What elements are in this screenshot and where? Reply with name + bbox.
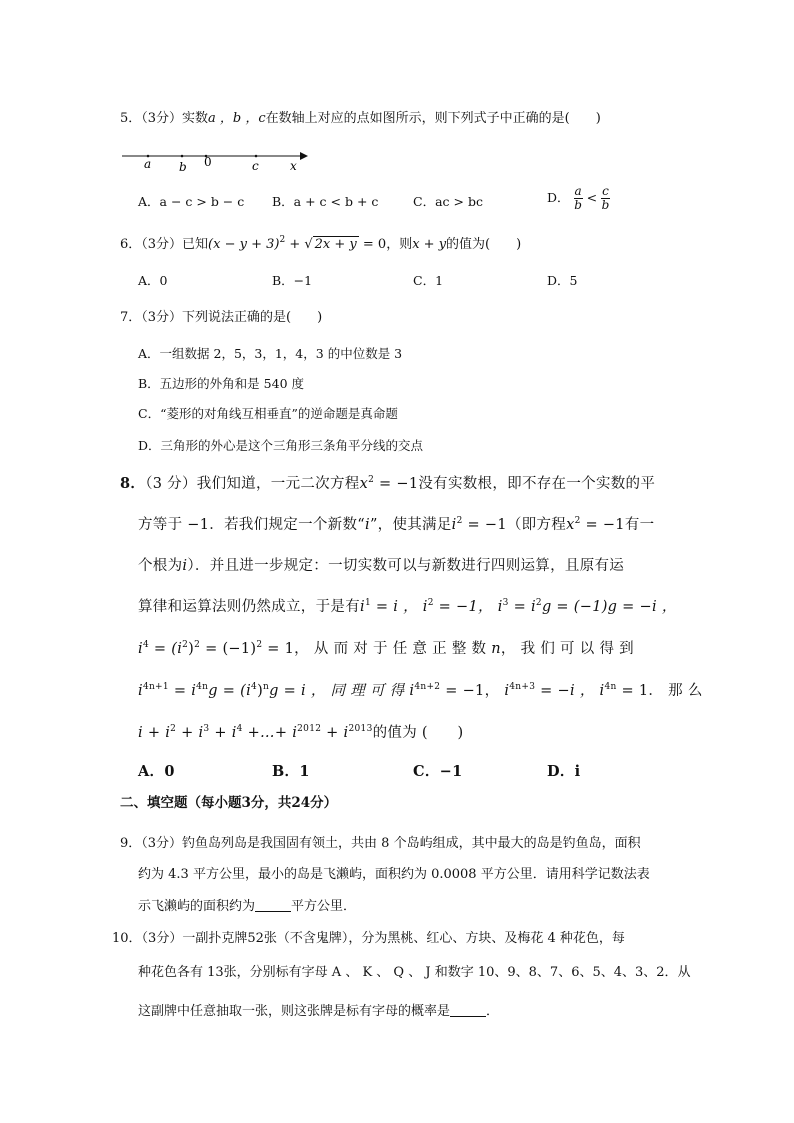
sup-2: 2 (194, 640, 201, 650)
q8-line-4 (138, 595, 677, 616)
q6-option-b: B．−1 (272, 273, 313, 288)
q10-l3b: ． (486, 1004, 500, 1019)
q5-option-d-rel: < (586, 190, 598, 205)
nl-label-x: x (290, 159, 297, 173)
q9-l3b: 平方公里． (291, 899, 357, 914)
nl-label-c: c (252, 159, 259, 173)
sup-4: 4 (236, 724, 243, 734)
q6-option-a: A．0 (138, 273, 168, 288)
q8-l4a: 算律和运算法则仍然成立，于是有 (138, 599, 360, 615)
q10-line-3 (138, 1000, 499, 1019)
q8-l4e: g = (−1)g = −i ， (541, 599, 677, 615)
sup-2: 2 (456, 516, 463, 526)
q9-line-2: 约为 4.3 平方公里，最小的岛是飞濑屿，面积约为 0.0008 平方公里．请用科学记数法表 (138, 867, 650, 882)
q5-option-a: A．a − c > b − c (138, 194, 245, 209)
q8-l6d: g = i ， 同 理 可 得 (269, 683, 405, 699)
sup-4n3: 4n+3 (509, 682, 536, 692)
q8-l1a: （3 分）我们知道，一元二次方程 (145, 476, 360, 492)
q5-frac-1 (574, 185, 583, 212)
q6-stem (120, 233, 521, 252)
sup-3: 3 (502, 598, 509, 608)
frac1-num: a (574, 184, 582, 198)
sup-4: 4 (142, 640, 149, 650)
q8-option-a: A．0 (138, 763, 175, 780)
nl-label-b: b (179, 160, 187, 174)
q5-frac-2 (601, 185, 610, 212)
q6-plus: + (285, 237, 305, 252)
q9-line-3 (138, 895, 356, 914)
q8-l7a: i + i (138, 725, 171, 741)
q6-xy: x + y (412, 237, 447, 252)
q8-x: x (566, 517, 575, 533)
sqrt-sign: √ (304, 237, 313, 252)
q10-line-2: 种花色各有 13张，分别标有字母 A 、 K 、 Q 、 J 和数字 10、9、8、7、6、5、4、3、2．从 (138, 965, 691, 980)
q8-line-3 (138, 554, 624, 575)
q8-l5d: = 1， 从 而 对 于 任 意 正 整 数 (262, 641, 487, 657)
q8-l4d: = i (508, 599, 536, 615)
q5-stem-post: 在数轴上对应的点如图所示，则下列式子中正确的是( ) (265, 111, 601, 126)
q5-stem (120, 107, 601, 126)
q8-i: i (409, 683, 415, 699)
q5-option-c: C．ac > bc (413, 194, 483, 209)
sup-2: 2 (256, 640, 263, 650)
q8-l3b: ）．并且进一步规定：一切实数可以与新数进行四则运算，且原有运 (187, 558, 625, 574)
q8-l1b: x (359, 476, 369, 492)
q8-l1c: = −1没有实数根，即不存在一个实数的平 (374, 476, 656, 492)
q6-stem-pre: 6．（3分）已知 (120, 237, 209, 252)
sup-4n: 4n (196, 682, 209, 692)
q8-l6e: = −1， (440, 683, 500, 699)
q8-l6c: ) (257, 683, 264, 699)
q8-line-6 (138, 679, 703, 700)
q8-l5a: = (i (148, 641, 183, 657)
q8-l7d: +…+ i (242, 725, 298, 741)
q8-l5b: ) (188, 641, 195, 657)
frac2-den: b (601, 198, 610, 212)
q5-option-b: B．a + c < b + c (272, 194, 379, 209)
q8-i: i (138, 683, 143, 699)
q10-line-1: 10．（3分）一副扑克牌52张（不含鬼牌），分为黑桃、红心、方块、及梅花 4 种花色，每 (112, 931, 625, 946)
q8-l6b: g = (i (208, 683, 252, 699)
frac2-num: c (602, 184, 609, 198)
q6-sqrt-body: 2x + y (314, 237, 357, 252)
q8-l6f: = −i ， (535, 683, 595, 699)
q5-option-d-prefix: D． (547, 190, 570, 205)
q8-option-b: B．1 (272, 763, 310, 780)
q8-l3a: 个根为 (138, 558, 183, 574)
q8-l6a: = i (168, 683, 197, 699)
q5-vars: a ，b ，c (208, 111, 266, 126)
q8-l5e: ， 我 们 可 以 得 到 (500, 641, 634, 657)
sup-1: 1 (364, 598, 371, 608)
q8-i: i (599, 683, 605, 699)
nl-label-a: a (144, 157, 152, 171)
sup-4: 4 (251, 682, 258, 692)
q8-l7c: + i (209, 725, 237, 741)
sup-2012: 2012 (297, 724, 322, 734)
q6-option-c: C．1 (413, 273, 444, 288)
q5-number-line (118, 148, 318, 178)
q8-number: 8． (120, 475, 146, 492)
q6-exp: 2 (279, 235, 286, 245)
section-2-title: 二、填空题（每小题3分，共24分） (120, 795, 338, 811)
q8-l7b: + i (176, 725, 204, 741)
q6-expr1: (x − y + 3) (208, 237, 280, 252)
q9-l3a: 示飞濑屿的面积约为 (138, 899, 256, 914)
q6-stem-post: 的值为( ) (446, 237, 522, 252)
answer-blank[interactable] (450, 1004, 486, 1017)
sup-4n1: 4n+1 (142, 682, 169, 692)
q7-stem: 7．（3分）下列说法正确的是( ) (120, 310, 323, 325)
q8-i: i (182, 558, 188, 574)
q8-line-2 (138, 513, 654, 534)
q8-line-5 (138, 637, 634, 658)
sup-2: 2 (170, 724, 177, 734)
q8-l2d: = −1有一 (580, 517, 655, 533)
sup-2: 2 (574, 516, 581, 526)
sup-2: 2 (535, 598, 542, 608)
sup-2013: 2013 (348, 724, 373, 734)
q8-l5n: n (491, 641, 501, 657)
frac1-den: b (574, 198, 582, 212)
q8-l7f: 的值为 ( ) (372, 725, 464, 741)
q7-option-c: C．“菱形的对角线互相垂直”的逆命题是真命题 (138, 406, 398, 421)
sup-2: 2 (368, 475, 375, 485)
q7-option-d: D．三角形的外心是这个三角形三条角平分线的交点 (138, 438, 424, 453)
nl-label-0: 0 (204, 155, 212, 169)
q5-option-d (547, 185, 610, 212)
q5-stem-pre: 5．（3分）实数 (120, 111, 209, 126)
q8-l7e: + i (321, 725, 349, 741)
q8-l2b: ”，使其满足 (369, 517, 452, 533)
q8-l2i: i (365, 517, 370, 533)
q8-l5c: = (−1) (200, 641, 257, 657)
q6-stem-mid: = 0，则 (358, 237, 413, 252)
q7-option-b: B．五边形的外角和是 540 度 (138, 376, 304, 391)
q6-option-d: D．5 (547, 273, 578, 288)
sup-2: 2 (427, 598, 434, 608)
sup-2: 2 (182, 640, 189, 650)
q8-l2c: = −1（即方程 (462, 517, 567, 533)
q8-line-1 (120, 472, 655, 493)
q10-l3a: 这副牌中任意抽取一张，则这张牌是标有字母的概率是 (138, 1004, 451, 1019)
sup-3: 3 (203, 724, 210, 734)
q8-i: i (360, 599, 365, 615)
q8-i: i (138, 641, 143, 657)
q8-i: i (451, 517, 457, 533)
q8-l4b: = i ， i (370, 599, 428, 615)
q9-line-1: 9．（3分）钓鱼岛列岛是我国固有领土，共由 8 个岛屿组成，其中最大的岛是钓鱼岛，面积 (120, 836, 641, 851)
q7-option-a: A．一组数据 2，5，3，1，4，3 的中位数是 3 (138, 346, 403, 361)
q8-l2a: 方等于 −1．若我们规定一个新数“ (138, 517, 365, 533)
q8-l6g: = 1． 那 么 (616, 683, 703, 699)
q8-i: i (504, 683, 510, 699)
q8-l4c: = −1， i (433, 599, 503, 615)
sup-4n: 4n (604, 682, 617, 692)
q8-option-c: C．−1 (413, 763, 463, 780)
q8-line-7 (138, 721, 463, 742)
sup-4n2: 4n+2 (414, 682, 441, 692)
answer-blank[interactable] (255, 899, 291, 912)
sup-n: n (263, 682, 270, 692)
q8-option-d: D．i (547, 763, 581, 780)
